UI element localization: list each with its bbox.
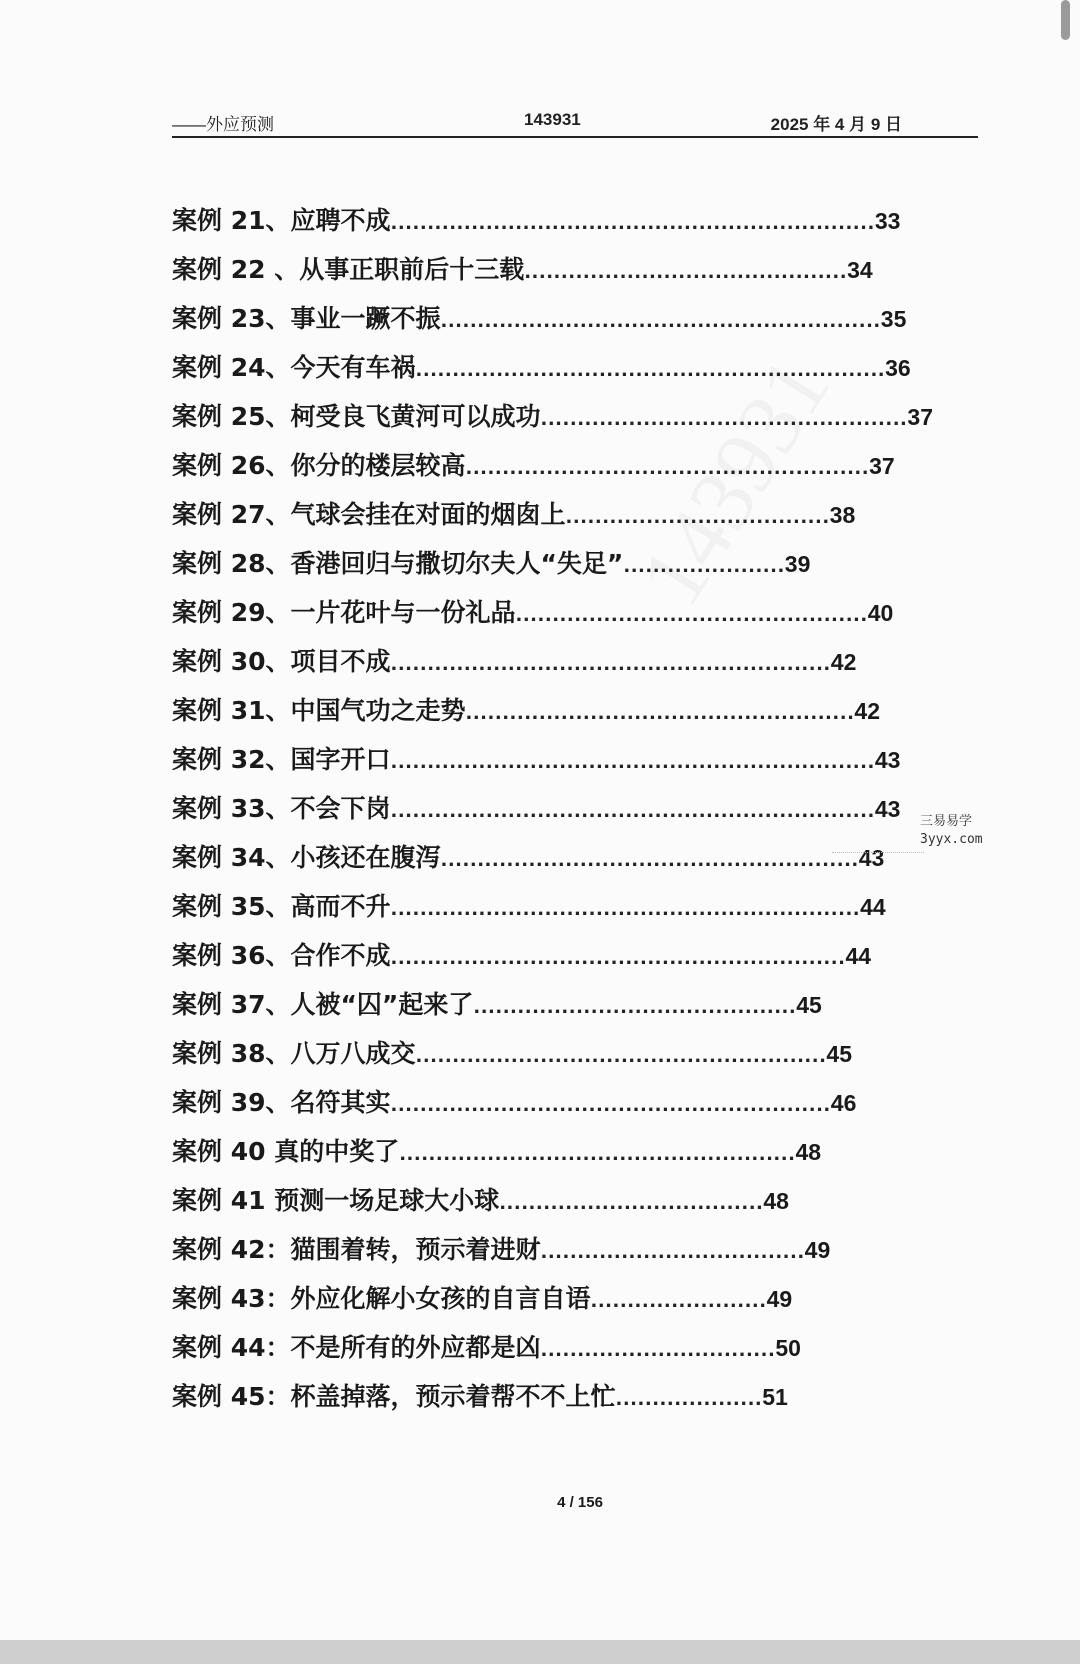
toc-leader-dots: .................... <box>615 1389 763 1410</box>
toc-entry-page: 35 <box>880 306 907 332</box>
toc-entry[interactable] <box>172 196 901 245</box>
toc-entry[interactable] <box>172 392 933 441</box>
toc-entry-title: 案例 24、今天有车祸 <box>172 353 416 382</box>
toc-entry-page: 49 <box>766 1286 793 1312</box>
toc-leader-dots: ............................................ <box>473 997 797 1018</box>
toc-entry-title: 案例 40 真的中奖了 <box>172 1137 400 1166</box>
toc-entry-title: 案例 43：外应化解小女孩的自言自语 <box>172 1284 591 1313</box>
toc-entry-page: 36 <box>885 355 911 381</box>
page-number: 4 / 156 <box>557 1494 603 1511</box>
toc-leader-dots: .................................... <box>499 1193 764 1214</box>
toc-leader-dots: ............................................................ <box>440 311 881 332</box>
toc-entry[interactable] <box>172 735 901 784</box>
toc-entry-title: 案例 41 预测一场足球大小球 <box>172 1186 500 1215</box>
toc-entry-title: 案例 25、柯受良飞黄河可以成功 <box>172 402 541 431</box>
toc-leader-dots: ........................................................ <box>415 1046 827 1067</box>
toc-leader-dots: ......................................................... <box>440 850 859 871</box>
toc-entry-title: 案例 37、人被“囚”起来了 <box>172 990 474 1019</box>
viewer-bottom-bar <box>0 1640 1080 1664</box>
toc-leader-dots: ........................ <box>590 1291 767 1312</box>
toc-entry[interactable] <box>172 1176 852 1225</box>
toc-leader-dots: ............................................................ <box>390 1095 831 1116</box>
toc-entry-page: 44 <box>845 943 872 969</box>
toc-entry-title: 案例 39、名符其实 <box>172 1088 391 1117</box>
toc-entry[interactable] <box>172 343 911 392</box>
toc-entry[interactable] <box>172 294 907 343</box>
toc-leader-dots: ...................................................... <box>399 1144 796 1165</box>
toc-entry[interactable] <box>172 441 895 490</box>
toc-entry[interactable] <box>172 1372 852 1421</box>
toc-leader-dots: .................................................................. <box>390 801 875 822</box>
toc-entry-page: 43 <box>874 796 901 822</box>
toc-leader-dots: ................................................................ <box>415 360 886 381</box>
toc-leader-dots: ............................................................ <box>390 654 831 675</box>
toc-leader-dots: ................................ <box>540 1340 776 1361</box>
toc-entry-page: 43 <box>858 845 885 871</box>
toc-entry[interactable] <box>172 245 873 294</box>
toc-entry-page: 38 <box>829 502 856 528</box>
toc-entry-title: 案例 31、中国气功之走势 <box>172 696 466 725</box>
toc-entry-page: 39 <box>784 551 811 577</box>
toc-entry[interactable] <box>172 1225 852 1274</box>
toc-entry[interactable] <box>172 686 881 735</box>
toc-entry-page: 33 <box>874 208 901 234</box>
toc-entry[interactable] <box>172 588 894 637</box>
toc-entry-page: 40 <box>867 600 894 626</box>
toc-entry-title: 案例 36、合作不成 <box>172 941 391 970</box>
toc-leader-dots: .................................................................. <box>390 213 875 234</box>
toc-entry-page: 50 <box>775 1335 801 1361</box>
toc-entry[interactable] <box>172 1274 852 1323</box>
toc-leader-dots: .................................................. <box>540 409 908 430</box>
toc-entry[interactable] <box>172 882 886 931</box>
toc-entry[interactable] <box>172 833 885 882</box>
toc-leader-dots: .............................................................. <box>390 948 846 969</box>
watermark-line1: 三易易学 <box>920 814 973 829</box>
toc-leader-dots: .................................................................. <box>390 752 875 773</box>
header-date: 2025 年 4 月 9 日 <box>770 115 902 134</box>
toc-entry-title: 案例 28、香港回归与撒切尔夫人“失足” <box>172 549 624 578</box>
toc-entry[interactable] <box>172 637 857 686</box>
toc-entry-page: 49 <box>804 1237 831 1263</box>
toc-entry-title: 案例 26、你分的楼层较高 <box>172 451 466 480</box>
toc-entry-title: 案例 29、一片花叶与一份礼品 <box>172 598 516 627</box>
toc-leader-dots: ............................................ <box>524 262 848 283</box>
toc-entry-title: 案例 45：杯盖掉落，预示着帮不不上忙 <box>172 1382 616 1411</box>
watermark-line2: 3yyx.com <box>920 832 983 847</box>
header-id: 143931 <box>524 110 581 129</box>
toc-entry-title: 案例 21、应聘不成 <box>172 206 391 235</box>
toc-entry-page: 46 <box>830 1090 857 1116</box>
toc-leader-dots: ...................... <box>623 556 785 577</box>
toc-entry[interactable] <box>172 931 872 980</box>
toc-entry-page: 34 <box>847 257 873 283</box>
site-watermark <box>920 813 983 849</box>
toc-entry-title: 案例 33、不会下岗 <box>172 794 391 823</box>
toc-leader-dots: ................................................................ <box>390 899 861 920</box>
watermark-divider <box>832 852 924 853</box>
toc-leader-dots: .................................... <box>565 507 830 528</box>
toc-entry-page: 42 <box>854 698 881 724</box>
toc-entry[interactable] <box>172 784 901 833</box>
toc-entry-title: 案例 22 、从事正职前后十三载 <box>172 255 525 284</box>
toc-entry-page: 43 <box>874 747 901 773</box>
toc-leader-dots: ..................................................... <box>465 703 855 724</box>
scrollbar[interactable] <box>1061 0 1070 40</box>
header-title: ——外应预测 <box>172 115 274 134</box>
toc-leader-dots: ....................................................... <box>465 458 870 479</box>
toc-entry[interactable] <box>172 1127 852 1176</box>
table-of-contents <box>172 196 933 1421</box>
toc-leader-dots: ................................................ <box>515 605 868 626</box>
toc-entry-title: 案例 35、高而不升 <box>172 892 391 921</box>
toc-entry-title: 案例 30、项目不成 <box>172 647 391 676</box>
toc-entry-title: 案例 42：猫围着转，预示着进财 <box>172 1235 541 1264</box>
toc-entry-page: 45 <box>796 992 822 1018</box>
toc-entry-page: 48 <box>763 1188 789 1214</box>
toc-entry-title: 案例 32、国字开口 <box>172 745 391 774</box>
toc-entry[interactable] <box>172 1323 852 1372</box>
toc-entry[interactable] <box>172 1078 857 1127</box>
toc-entry[interactable] <box>172 1029 852 1078</box>
toc-entry-title: 案例 34、小孩还在腹泻 <box>172 843 441 872</box>
toc-entry-page: 42 <box>830 649 857 675</box>
page-header <box>172 100 978 138</box>
toc-entry-page: 37 <box>907 404 933 430</box>
toc-entry-page: 45 <box>826 1041 853 1067</box>
toc-entry[interactable] <box>172 490 856 539</box>
toc-entry-page: 37 <box>869 453 895 479</box>
toc-entry-title: 案例 44：不是所有的外应都是凶 <box>172 1333 541 1362</box>
toc-entry[interactable] <box>172 980 852 1029</box>
toc-entry-title: 案例 23、事业一蹶不振 <box>172 304 441 333</box>
toc-entry-page: 44 <box>860 894 886 920</box>
toc-entry-title: 案例 27、气球会挂在对面的烟囱上 <box>172 500 566 529</box>
toc-leader-dots: .................................... <box>540 1242 805 1263</box>
toc-entry-page: 51 <box>762 1384 788 1410</box>
toc-entry[interactable] <box>172 539 852 588</box>
toc-entry-page: 48 <box>795 1139 822 1165</box>
toc-entry-title: 案例 38、八万八成交 <box>172 1039 416 1068</box>
